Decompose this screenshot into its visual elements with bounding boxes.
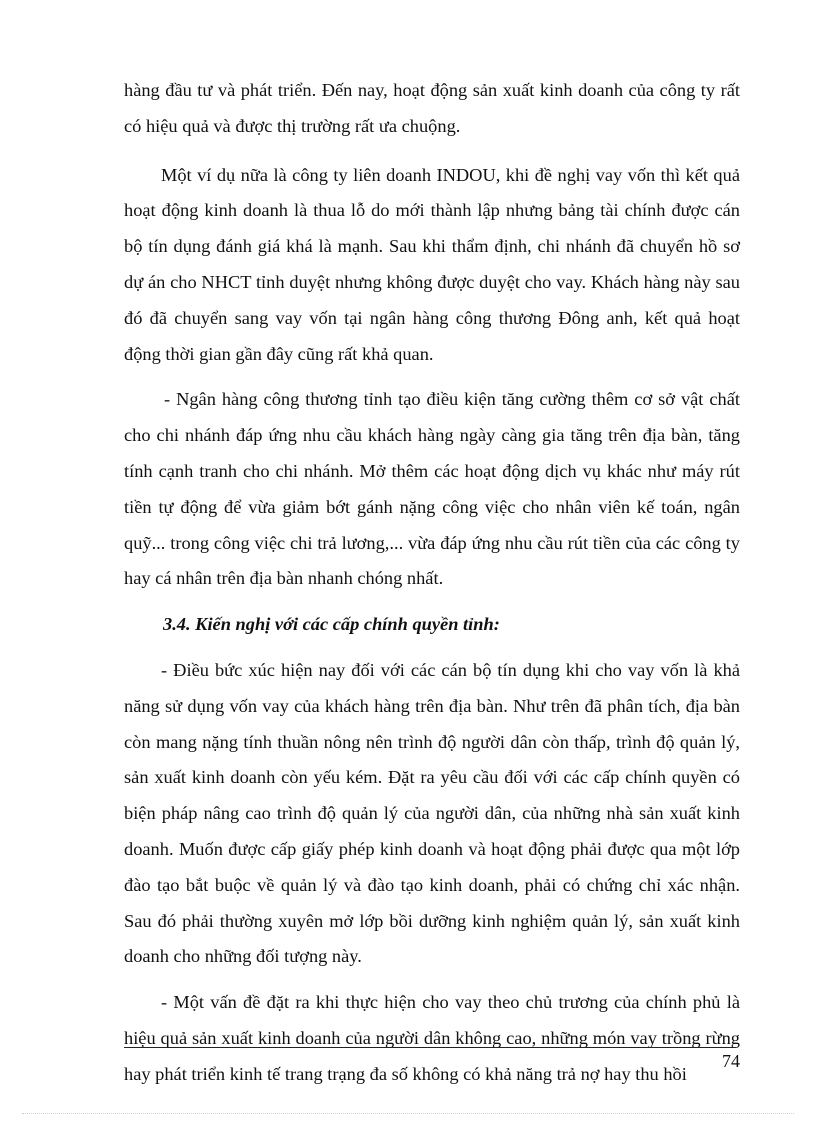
document-body [124,73,740,1103]
paragraph-provincial-bank: - Ngân hàng công thương tỉnh tạo điều kiện tăng cường thêm cơ sở vật chất cho chi nhánh đáp ứng nhu cầu khách hàng ngày càng gia tăng trên địa bàn, tăng tính cạnh tranh cho chi nhánh. Mở thêm các hoạt động dịch vụ khác như máy rút tiền tự động để vừa giảm bớt gánh nặng công việc cho nhân viên kế toán, ngân quỹ... trong công việc chi trả lương,... vừa đáp ứng nhu cầu rút tiền của các công ty hay cá nhân trên địa bàn nhanh chóng nhất. [124,389,740,589]
paragraph-continuation: hàng đầu tư và phát triển. Đến nay, hoạt động sản xuất kinh doanh của công ty rất có hiệu quả và được thị trường rất ưa chuộng. [124,80,740,136]
page-number: 74 [722,1051,740,1071]
paragraph-borrower-capacity: - Điều bức xúc hiện nay đối với các cán bộ tín dụng khi cho vay vốn là khả năng sử dụng vốn vay của khách hàng trên địa bàn. Như trên đã phân tích, địa bàn còn mang nặng tính thuần nông nên trình độ người dân còn thấp, trình độ quản lý, sản xuất kinh doanh còn yếu kém. Đặt ra yêu cầu đối với các cấp chính quyền có biện pháp nâng cao trình độ quản lý của người dân, của những nhà sản xuất kinh doanh. Muốn được cấp giấy phép kinh doanh và hoạt động phải được qua một lớp đào tạo bắt buộc về quản lý và đào tạo kinh doanh, phải có chứng chỉ xác nhận. Sau đó phải thường xuyên mở lớp bồi dưỡng kinh nghiệm quản lý, sản xuất kinh doanh cho những đối tượng này. [124,659,740,967]
footer-divider [124,1047,736,1048]
section-heading: 3.4. Kiến nghị với các cấp chính quyền tỉnh: [163,614,500,635]
page-bottom-edge [22,1113,794,1114]
paragraph-indou-example: Một ví dụ nữa là công ty liên doanh INDOU, khi đề nghị vay vốn thì kết quả hoạt động kinh doanh là thua lỗ do mới thành lập nhưng bảng tài chính được cán bộ tín dụng đánh giá khá là mạnh. Sau khi thẩm định, chi nhánh đã chuyển hồ sơ dự án cho NHCT tỉnh duyệt nhưng không được duyệt cho vay. Khách hàng này sau đó đã chuyển sang vay vốn tại ngân hàng công thương Đông anh, kết quả hoạt động thời gian gần đây cũng rất khả quan. [124,164,740,364]
paragraph-government-lending: - Một vấn đề đặt ra khi thực hiện cho vay theo chủ trương của chính phủ là hiệu quả sản xuất kinh doanh của người dân không cao, những món vay trồng rừng hay phát triển kinh tế trang trạng đa số không có khả năng trả nợ hay thu hồi [124,992,740,1084]
